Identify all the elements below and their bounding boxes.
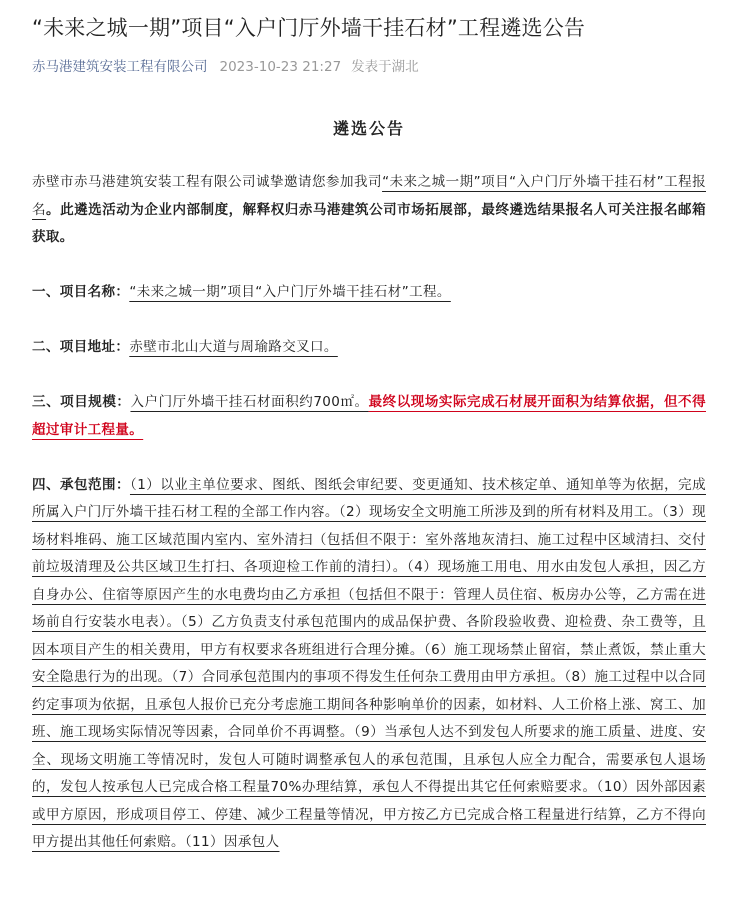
section-2-value: 赤壁市北山大道与周瑜路交叉口。 [129, 339, 338, 355]
section-4-text: （1）以业主单位要求、图纸、图纸会审纪要、变更通知、技术核定单、通知单等为依据，完成所属入户门厅外墙干挂石材工程的全部工作内容。（2）现场安全文明施工所涉及到的所有材料及用工。（3）现场材料堆码、施工区域范围内室内、室外清扫（包括但不限于：室外落地灰清扫、施工过程中区域清扫、交付前垃圾清理及公共区域卫生打扫、各项迎检工作前的清扫）。（4）现场施工用电、用水由发包人承担，因乙方自身办公、住宿等原因产生的水电费均由乙方承担（包括但不限于：管理人员住宿、板房办公等，乙方需在进场前自行安装水电表）。（5）乙方负责支付承包范围内的成品保护费、各阶段验收费、迎检费、杂工费等，且因本项目产生的相关费用，甲方有权要求各班组进行合理分摊。（6）施工现场禁止留宿，禁止煮饭，禁止重大安全隐患行为的出现。（7）合同承包范围内的事项不得发生任何杂工费用由甲方承担。（8）施工过程中以合同约定事项为依据，且承包人报价已充分考虑施工期间各种影响单价的因素，如材料、人工价格上涨、窝工、加班、施工现场实际情况等因素，合同单价不再调整。（9）当承包人达不到发包人所要求的施工质量、进度、安全、现场文明施工等情况时，发包人可随时调整承包人的承包范围，且承包人应全力配合，需要承包人退场的，发包人按承包人已完成合格工程量70%办理结算，承包人不得提出其它任何索赔要求。（10）因外部因素或甲方原因，形成项目停工、停建、减少工程量等情况，甲方按乙方已完成合格工程量进行结算，乙方不得向甲方提出其他任何索赔。（11）因承包人 [32, 476, 706, 850]
article-meta [32, 56, 706, 78]
intro-part-c: 。此遴选活动为企业内部制度，解释权归赤马港建筑公司市场拓展部，最终遴选结果报名人可关注报名邮箱获取。 [32, 201, 706, 245]
section-3-note: 最终以现场实际完成石材展开面积为结算依据，但不得超过审计工程量。 [32, 394, 706, 438]
section-4 [32, 472, 706, 857]
section-1 [32, 279, 706, 307]
section-4-label: 四、承包范围： [32, 476, 130, 493]
section-3-value: 入户门厅外墙干挂石材面积约700㎡。 [130, 394, 369, 410]
intro-part-b: “未来之城一期”项目“入户门厅外墙干挂石材”工程报名 [32, 174, 706, 218]
section-3-label: 三、项目规模： [32, 394, 131, 410]
section-1-value: “未来之城一期”项目“入户门厅外墙干挂石材”工程。 [129, 284, 451, 300]
author-link[interactable]: 赤马港建筑安装工程有限公司 [32, 59, 208, 75]
publish-location: 发表于湖北 [351, 59, 419, 75]
article-title: “未来之城一期”项目“入户门厅外墙干挂石材”工程遴选公告 [32, 16, 586, 40]
notice-body [32, 169, 706, 857]
publish-datetime: 2023-10-23 21:27 [219, 59, 342, 75]
intro-paragraph [32, 169, 706, 252]
notice-heading: 遴选公告 [332, 119, 405, 138]
section-2 [32, 334, 706, 362]
section-3 [32, 389, 706, 444]
section-2-label: 二、项目地址： [32, 339, 130, 355]
section-1-label: 一、项目名称： [32, 284, 130, 300]
intro-part-a: 赤壁市赤马港建筑安装工程有限公司诚挚邀请您参加我司 [32, 174, 383, 190]
